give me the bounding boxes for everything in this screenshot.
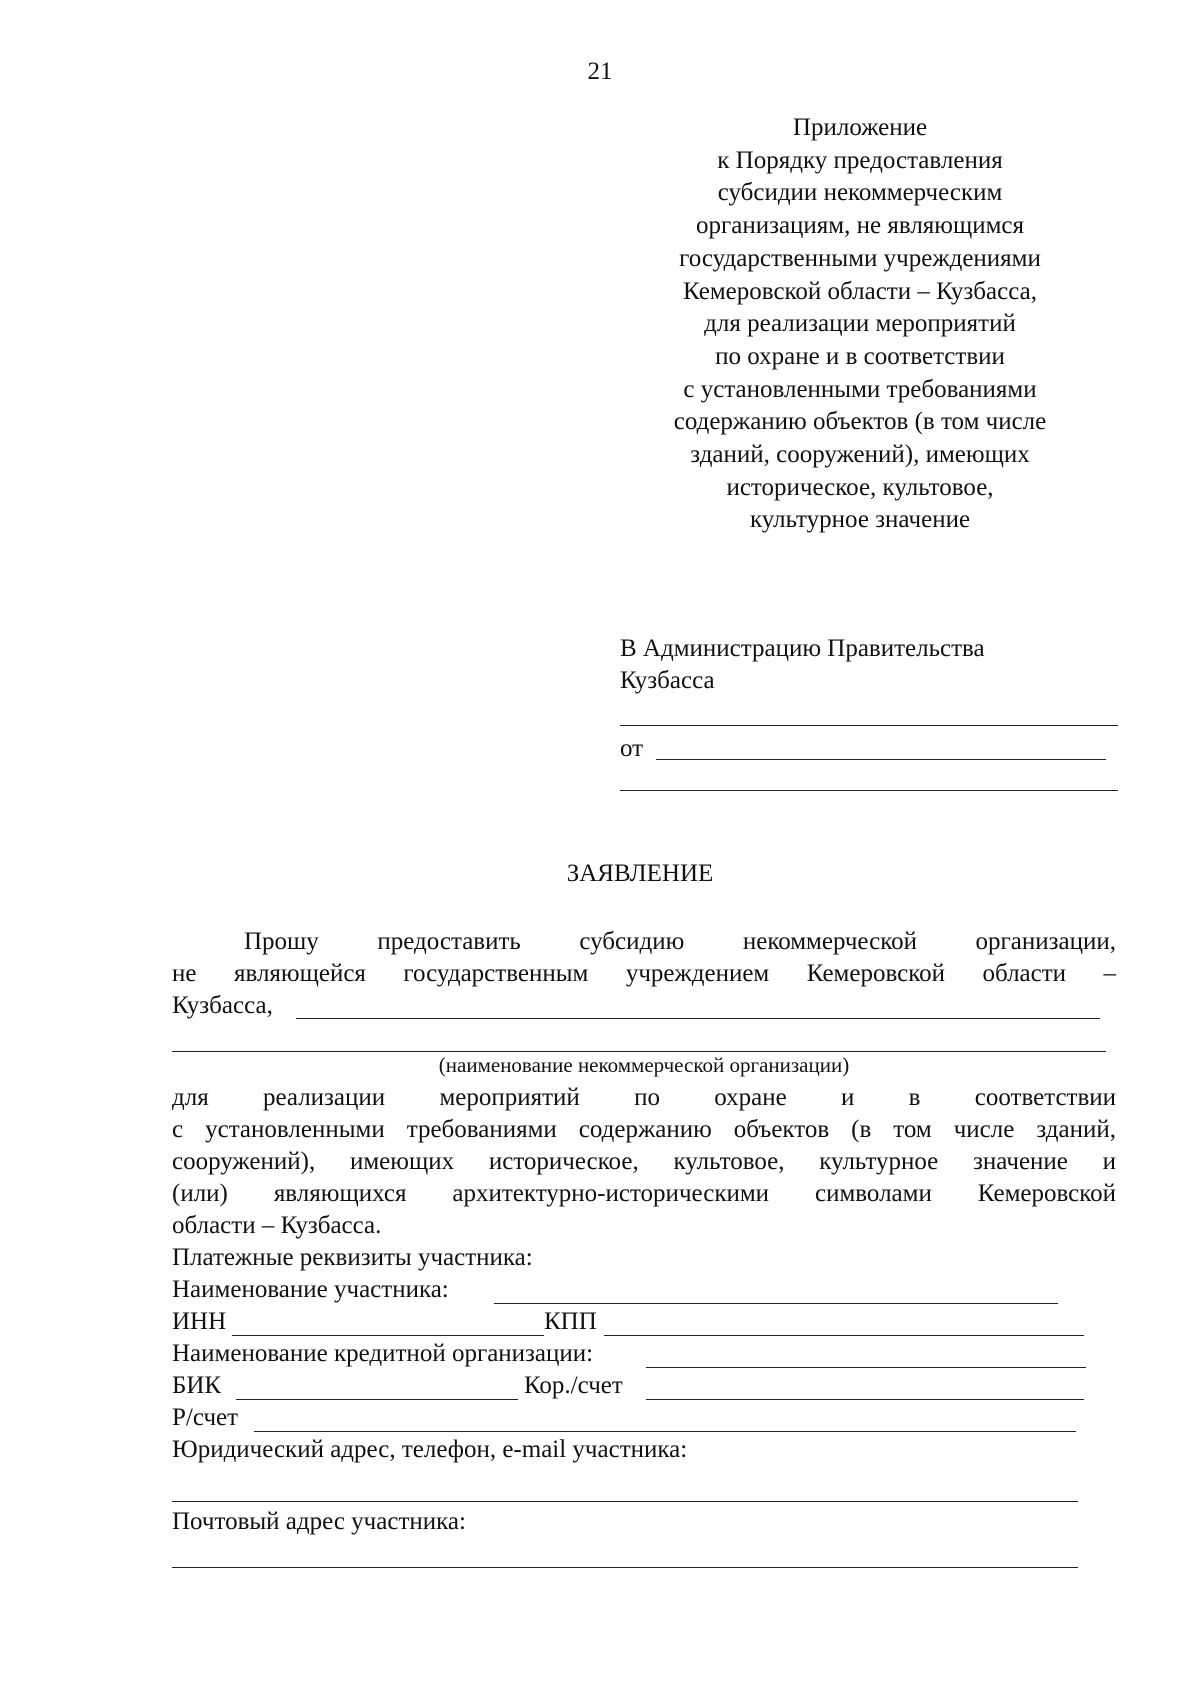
appendix-line: по охране и в соответствии <box>715 342 1005 370</box>
word: том <box>893 1116 932 1143</box>
account-label: Р/счет <box>172 1404 239 1431</box>
inn-blank[interactable] <box>232 1335 544 1336</box>
appendix-line: к Порядку предоставления <box>717 146 1003 174</box>
word: культовое, <box>673 1148 785 1175</box>
postal-address-label: Почтовый адрес участника: <box>172 1508 466 1535</box>
word: Прошу <box>244 928 319 955</box>
word: требованиями <box>406 1116 557 1143</box>
kpp-blank[interactable] <box>604 1335 1084 1336</box>
addressee-blank-line[interactable] <box>620 725 1118 726</box>
body-line-4 <box>172 1082 1116 1114</box>
word: являющейся <box>233 960 366 987</box>
participant-name-blank[interactable] <box>494 1303 1058 1304</box>
body-line-2 <box>172 958 1116 990</box>
word: установленными <box>205 1116 385 1143</box>
word: с <box>172 1116 184 1143</box>
word: по <box>634 1084 660 1111</box>
body-line-8: области – Кузбасса. <box>172 1212 382 1239</box>
appendix-line: культурное значение <box>749 506 971 534</box>
document-title: ЗАЯВЛЕНИЕ <box>566 860 714 887</box>
word: являющихся <box>273 1180 407 1207</box>
word: предоставить <box>377 928 521 955</box>
appendix-line: зданий, сооружений), имеющих <box>690 441 1030 469</box>
word: архитектурно-историческими <box>452 1180 770 1207</box>
word: историческое, <box>488 1148 639 1175</box>
appendix-line: субсидии некоммерческим <box>717 179 1003 207</box>
appendix-line: Кемеровской области – Кузбасса, <box>683 277 1037 305</box>
word: символами <box>814 1180 932 1207</box>
appendix-line: Приложение <box>792 114 928 141</box>
corr-account-blank[interactable] <box>646 1399 1084 1400</box>
bik-blank[interactable] <box>236 1399 518 1400</box>
word: Кемеровской <box>977 1180 1117 1207</box>
word: для <box>172 1084 209 1111</box>
word: учреждением <box>625 960 770 987</box>
word: сооружений), <box>172 1148 316 1175</box>
postal-address-blank[interactable] <box>172 1567 1078 1568</box>
word: имеющих <box>349 1148 455 1175</box>
page-number: 21 <box>587 58 613 85</box>
word: организации, <box>975 928 1117 955</box>
appendix-line: организациям, не являющимся <box>695 212 1025 240</box>
word: зданий, <box>1036 1116 1116 1143</box>
addressee-blank-line-2[interactable] <box>620 790 1118 791</box>
word: содержанию <box>578 1116 712 1143</box>
from-label: от <box>620 735 644 762</box>
word: (или) <box>172 1180 228 1207</box>
word: соответствии <box>974 1084 1117 1111</box>
participant-name-label: Наименование участника: <box>172 1276 449 1303</box>
body-line-3-label: Кузбасса, <box>172 992 273 1019</box>
word: субсидию <box>579 928 685 955</box>
account-blank[interactable] <box>254 1431 1076 1432</box>
word: реализации <box>262 1084 386 1111</box>
legal-address-label: Юридический адрес, телефон, e-mail участника: <box>172 1436 688 1463</box>
appendix-line: содержанию объектов (в том числе <box>673 408 1047 436</box>
word: (в <box>851 1116 872 1143</box>
addressee-line-1: В Администрацию Правительства <box>620 635 985 662</box>
appendix-line: для реализации мероприятий <box>704 310 1016 338</box>
inn-label: ИНН <box>172 1308 227 1335</box>
appendix-line: с установленными требованиями <box>683 375 1037 403</box>
body-line-6 <box>172 1146 1116 1178</box>
word: области <box>982 960 1067 987</box>
word: культурное <box>819 1148 939 1175</box>
word: охране <box>714 1084 787 1111</box>
bank-label: Наименование кредитной организации: <box>172 1340 594 1367</box>
organization-name-caption: (наименование некоммерческой организации) <box>438 1053 850 1077</box>
appendix-line: государственными учреждениями <box>679 244 1041 272</box>
word: некоммерческой <box>742 928 917 955</box>
body-line-5 <box>172 1114 1116 1146</box>
body-line-7 <box>172 1178 1116 1210</box>
word: государственным <box>403 960 589 987</box>
word: числе <box>953 1116 1015 1143</box>
word: Кемеровской <box>806 960 945 987</box>
corr-account-label: Кор./счет <box>524 1372 623 1399</box>
word: значение <box>973 1148 1068 1175</box>
bank-blank[interactable] <box>646 1367 1086 1368</box>
kpp-label: КПП <box>544 1308 597 1335</box>
from-blank-line[interactable] <box>656 759 1106 760</box>
addressee-line-2: Кузбасса <box>620 667 715 694</box>
word: в <box>908 1084 921 1111</box>
word: – <box>1103 960 1117 987</box>
appendix-line: историческое, культовое, <box>726 473 994 501</box>
bik-label: БИК <box>172 1372 222 1399</box>
organization-name-blank[interactable] <box>296 1018 1100 1019</box>
appendix-header <box>610 112 1110 537</box>
word: и <box>841 1084 855 1111</box>
legal-address-blank[interactable] <box>172 1501 1078 1502</box>
word: мероприятий <box>439 1084 580 1111</box>
requisites-heading: Платежные реквизиты участника: <box>172 1244 533 1271</box>
word: не <box>172 960 197 987</box>
word: объектов <box>733 1116 830 1143</box>
body-line-1 <box>244 926 1116 958</box>
word: и <box>1102 1148 1117 1175</box>
